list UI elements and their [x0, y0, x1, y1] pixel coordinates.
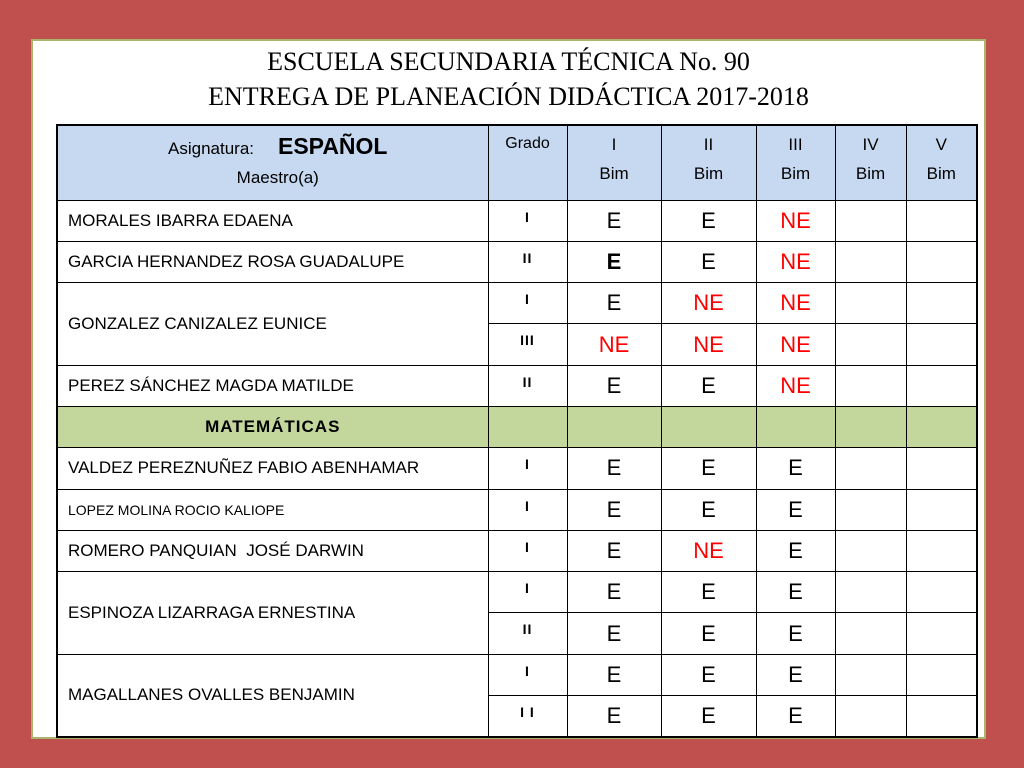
teacher-name: MAGALLANES OVALLES BENJAMIN	[57, 654, 488, 737]
bim-number: IV	[862, 135, 879, 154]
bim-v-status	[906, 530, 977, 571]
grado-cell: I	[488, 283, 567, 324]
bim-ii-status: E	[661, 448, 756, 489]
bim-ii-status: E	[661, 613, 756, 654]
bim-iii-header	[756, 125, 835, 200]
bim-i-status: E	[567, 365, 661, 406]
title-line-1: ESCUELA SECUNDARIA TÉCNICA No. 90	[267, 47, 750, 76]
bim-ii-status: E	[661, 572, 756, 613]
teacher-row	[57, 283, 977, 324]
bim-number: III	[788, 135, 803, 154]
grado-cell: I	[488, 489, 567, 530]
grado-cell: III	[488, 324, 567, 365]
planeacion-table	[56, 124, 978, 738]
bim-label: Bim	[693, 164, 724, 183]
section-title: MATEMÁTICAS	[57, 406, 488, 447]
bim-iii-status: E	[756, 654, 835, 695]
section-cell	[661, 406, 756, 447]
bim-ii-status: NE	[661, 283, 756, 324]
bim-v-status	[906, 448, 977, 489]
slide-title	[31, 44, 986, 114]
bim-iii-status: E	[756, 572, 835, 613]
bim-v-status	[906, 613, 977, 654]
bim-v-status	[906, 200, 977, 241]
bim-v-status	[906, 283, 977, 324]
bim-v-status	[906, 365, 977, 406]
bim-ii-status: NE	[661, 324, 756, 365]
bim-i-status: E	[567, 530, 661, 571]
teacher-row	[57, 654, 977, 695]
teacher-name: MORALES IBARRA EDAENA	[57, 200, 488, 241]
bim-iv-status	[835, 200, 906, 241]
bim-iv-status	[835, 365, 906, 406]
grado-cell: I	[488, 200, 567, 241]
bim-i-status: E	[567, 283, 661, 324]
bim-iii-status: E	[756, 696, 835, 737]
bim-iv-status	[835, 241, 906, 282]
bim-iv-status	[835, 654, 906, 695]
bim-ii-status: E	[661, 489, 756, 530]
teacher-name: VALDEZ PEREZNUÑEZ FABIO ABENHAMAR	[57, 448, 488, 489]
bim-ii-header	[661, 125, 756, 200]
bim-i-status: E	[567, 572, 661, 613]
bim-iii-status: NE	[756, 283, 835, 324]
section-cell	[906, 406, 977, 447]
teacher-name: ESPINOZA LIZARRAGA ERNESTINA	[57, 572, 488, 655]
bim-ii-status: NE	[661, 530, 756, 571]
bim-label: Bim	[926, 164, 956, 183]
teacher-row	[57, 365, 977, 406]
bim-iv-status	[835, 324, 906, 365]
bim-iv-status	[835, 448, 906, 489]
bim-v-status	[906, 696, 977, 737]
section-cell	[488, 406, 567, 447]
bim-iv-status	[835, 489, 906, 530]
teacher-row	[57, 572, 977, 613]
bim-i-status: E	[567, 696, 661, 737]
bim-iv-status	[835, 530, 906, 571]
section-cell	[756, 406, 835, 447]
bim-label: Bim	[855, 164, 886, 183]
bim-i-header	[567, 125, 661, 200]
bim-i-status: E	[567, 613, 661, 654]
teacher-name: GONZALEZ CANIZALEZ EUNICE	[57, 283, 488, 366]
bim-iii-status: NE	[756, 241, 835, 282]
grado-cell: I	[488, 572, 567, 613]
bim-v-status	[906, 572, 977, 613]
grado-cell: II	[488, 613, 567, 654]
teacher-name: GARCIA HERNANDEZ ROSA GUADALUPE	[57, 241, 488, 282]
teacher-row	[57, 241, 977, 282]
bim-iii-status: NE	[756, 365, 835, 406]
bim-ii-status: E	[661, 241, 756, 282]
bim-v-status	[906, 654, 977, 695]
bim-ii-status: E	[661, 200, 756, 241]
grado-cell: II	[488, 241, 567, 282]
subject-teacher-header	[57, 125, 488, 200]
section-cell	[835, 406, 906, 447]
grado-cell: I	[488, 654, 567, 695]
grado-cell: II	[488, 365, 567, 406]
header-row	[57, 125, 977, 200]
bim-ii-status: E	[661, 365, 756, 406]
bim-iii-status: E	[756, 530, 835, 571]
title-line-2: ENTREGA DE PLANEACIÓN DIDÁCTICA 2017-2018	[208, 82, 809, 111]
bim-iv-status	[835, 613, 906, 654]
bim-v-header	[906, 125, 977, 200]
bim-v-status	[906, 241, 977, 282]
bim-iv-status	[835, 572, 906, 613]
bim-label: Bim	[599, 164, 629, 183]
bim-ii-status: E	[661, 696, 756, 737]
bim-iii-status: E	[756, 613, 835, 654]
bim-number: I	[611, 135, 617, 154]
bim-i-status: E	[567, 200, 661, 241]
grado-cell: I	[488, 448, 567, 489]
grado-cell: I	[488, 530, 567, 571]
bim-number: II	[703, 135, 714, 154]
bim-i-status: E	[567, 241, 661, 282]
bim-number: V	[935, 135, 947, 154]
bim-v-status	[906, 489, 977, 530]
subject-name: ESPAÑOL	[278, 133, 388, 159]
teacher-name: PEREZ SÁNCHEZ MAGDA MATILDE	[57, 365, 488, 406]
section-row-matematicas	[57, 406, 977, 447]
bim-i-status: E	[567, 448, 661, 489]
bim-iii-status: E	[756, 448, 835, 489]
bim-i-status: NE	[567, 324, 661, 365]
asignatura-label: Asignatura:	[168, 139, 254, 158]
bim-iii-status: NE	[756, 200, 835, 241]
teacher-row	[57, 200, 977, 241]
maestro-label: Maestro(a)	[236, 168, 319, 187]
bim-iv-status	[835, 696, 906, 737]
bim-label: Bim	[780, 164, 811, 183]
grado-cell: I I	[488, 696, 567, 737]
bim-iii-status: E	[756, 489, 835, 530]
bim-ii-status: E	[661, 654, 756, 695]
bim-iv-status	[835, 283, 906, 324]
teacher-row	[57, 448, 977, 489]
grado-header: Grado	[488, 125, 567, 200]
bim-i-status: E	[567, 489, 661, 530]
teacher-row	[57, 489, 977, 530]
bim-v-status	[906, 324, 977, 365]
bim-iii-status: NE	[756, 324, 835, 365]
bim-iv-header	[835, 125, 906, 200]
bim-i-status: E	[567, 654, 661, 695]
teacher-name: ROMERO PANQUIAN JOSÉ DARWIN	[57, 530, 488, 571]
teacher-name: LOPEZ MOLINA ROCIO KALIOPE	[57, 489, 488, 530]
section-cell	[567, 406, 661, 447]
teacher-row	[57, 530, 977, 571]
